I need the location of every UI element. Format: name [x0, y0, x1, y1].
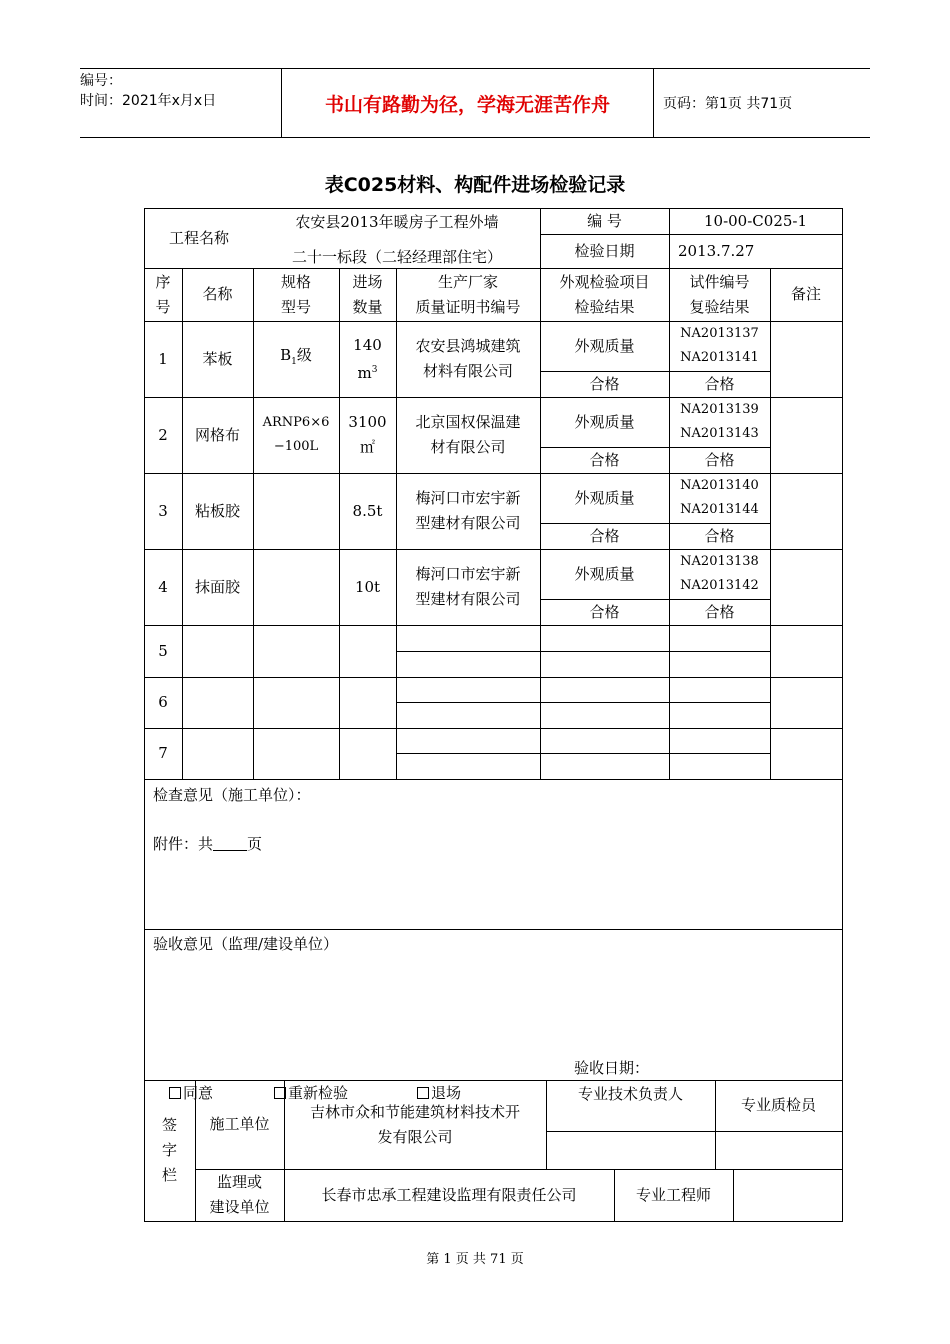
row-maker: 农安县鸿城建筑 材料有限公司	[415, 337, 521, 380]
row-test-ids: NA2013139 NA2013143	[680, 402, 759, 441]
col-header-maker: 生产厂家 质量证明书编号	[415, 272, 521, 316]
row-inspect-result: 合格	[589, 450, 620, 469]
tech-lead-label: 专业技术负责人	[577, 1084, 683, 1103]
row-test-ids: NA2013138 NA2013142	[680, 554, 759, 593]
row-qty: 8.5t	[352, 501, 383, 520]
col-header-test: 试件编号 复验结果	[689, 272, 750, 316]
row-seq: 1	[158, 349, 168, 368]
row-name: 粘板胶	[194, 501, 240, 520]
inspection-date-label: 检验日期	[574, 241, 635, 260]
row-test-ids: NA2013140 NA2013144	[680, 478, 759, 517]
header-time: 时间：2021年x月x日	[80, 93, 217, 109]
row-qty: 140 $m^3$	[353, 335, 382, 382]
construction-unit-label: 施工单位	[209, 1115, 270, 1133]
header-meta	[80, 69, 281, 139]
project-name-label: 工程名称	[168, 228, 229, 247]
row-test-result: 合格	[704, 526, 735, 545]
quality-inspector-label: 专业质检员	[740, 1096, 816, 1114]
project-name-line1: 农安县2013年暖房子工程外墙	[295, 212, 499, 231]
col-header-inspect: 外观检验项目 检验结果	[559, 272, 650, 316]
supervision-unit-name: 长春市忠承工程建设监理有限责任公司	[321, 1185, 577, 1204]
row-seq: 7	[158, 744, 168, 762]
accept-opinion-label: 验收意见（监理/建设单位）	[153, 935, 339, 953]
number-label: 编 号	[587, 211, 622, 230]
row-qty: 3100 ㎡	[348, 413, 387, 456]
option-agree[interactable]: 同意	[169, 1056, 213, 1106]
row-inspect-item: 外观质量	[574, 488, 635, 507]
row-name: 网格布	[194, 425, 240, 444]
row-inspect-result: 合格	[589, 374, 620, 393]
form-title: 表C025材料、构配件进场检验记录	[324, 174, 626, 196]
page-header	[80, 68, 870, 138]
row-maker: 梅河口市宏宇新 型建材有限公司	[415, 565, 521, 608]
col-header-remark: 备注	[790, 285, 821, 303]
row-maker: 梅河口市宏宇新 型建材有限公司	[415, 489, 521, 532]
supervision-unit-label: 监理或 建设单位	[209, 1173, 270, 1216]
col-header-spec: 规格 型号	[280, 272, 311, 316]
col-header-qty: 进场 数量	[352, 272, 383, 316]
project-name-line2: 二十一标段（二轻经理部住宅）	[291, 247, 502, 266]
header-number-label: 编号：	[80, 73, 122, 89]
row-inspect-item: 外观质量	[574, 336, 635, 355]
row-inspect-result: 合格	[589, 526, 620, 545]
row-inspect-item: 外观质量	[574, 564, 635, 583]
row-spec: $B_1$级	[280, 346, 312, 367]
row-seq: 4	[158, 577, 168, 596]
row-test-result: 合格	[704, 374, 735, 393]
row-test-ids: NA2013137 NA2013141	[680, 326, 759, 365]
header-page-info: 页码：第1页 共71页	[663, 96, 793, 112]
row-inspect-item: 外观质量	[574, 412, 635, 431]
row-name: 抹面胶	[194, 577, 240, 596]
attachment-count-blank[interactable]	[213, 834, 247, 851]
accept-date-label: 验收日期：	[574, 1059, 650, 1077]
col-header-seq: 序 号	[155, 272, 171, 316]
engineer-label: 专业工程师	[635, 1185, 711, 1204]
header-motto: 书山有路勤为径，学海无涯苦作舟	[281, 69, 654, 137]
row-spec: ARNP6×6 −100L	[262, 415, 330, 454]
page-footer: 第 1 页 共 71 页	[426, 1252, 524, 1267]
row-maker: 北京国权保温建 材有限公司	[415, 413, 521, 456]
option-recheck[interactable]: 重新检验	[274, 1056, 348, 1106]
number-value: 10-00-C025-1	[703, 211, 808, 230]
attachment-line: 附件：共 页	[153, 835, 263, 853]
row-qty: 10t	[354, 577, 381, 596]
construction-unit-name: 吉林市众和节能建筑材料技术开 发有限公司	[309, 1102, 520, 1146]
row-name: 苯板	[202, 349, 233, 368]
row-seq: 5	[158, 641, 168, 660]
inspection-date-value: 2013.7.27	[678, 241, 755, 260]
col-header-name: 名称	[202, 285, 233, 303]
row-seq: 2	[158, 425, 168, 444]
signature-section-label: 签 字 栏	[161, 1116, 177, 1184]
row-seq: 6	[158, 693, 168, 711]
row-test-result: 合格	[704, 602, 735, 621]
row-inspect-result: 合格	[589, 602, 620, 621]
row-test-result: 合格	[704, 450, 735, 469]
check-opinion-label: 检查意见（施工单位）：	[153, 786, 311, 804]
row-seq: 3	[158, 501, 168, 520]
option-return[interactable]: 退场	[417, 1056, 461, 1106]
